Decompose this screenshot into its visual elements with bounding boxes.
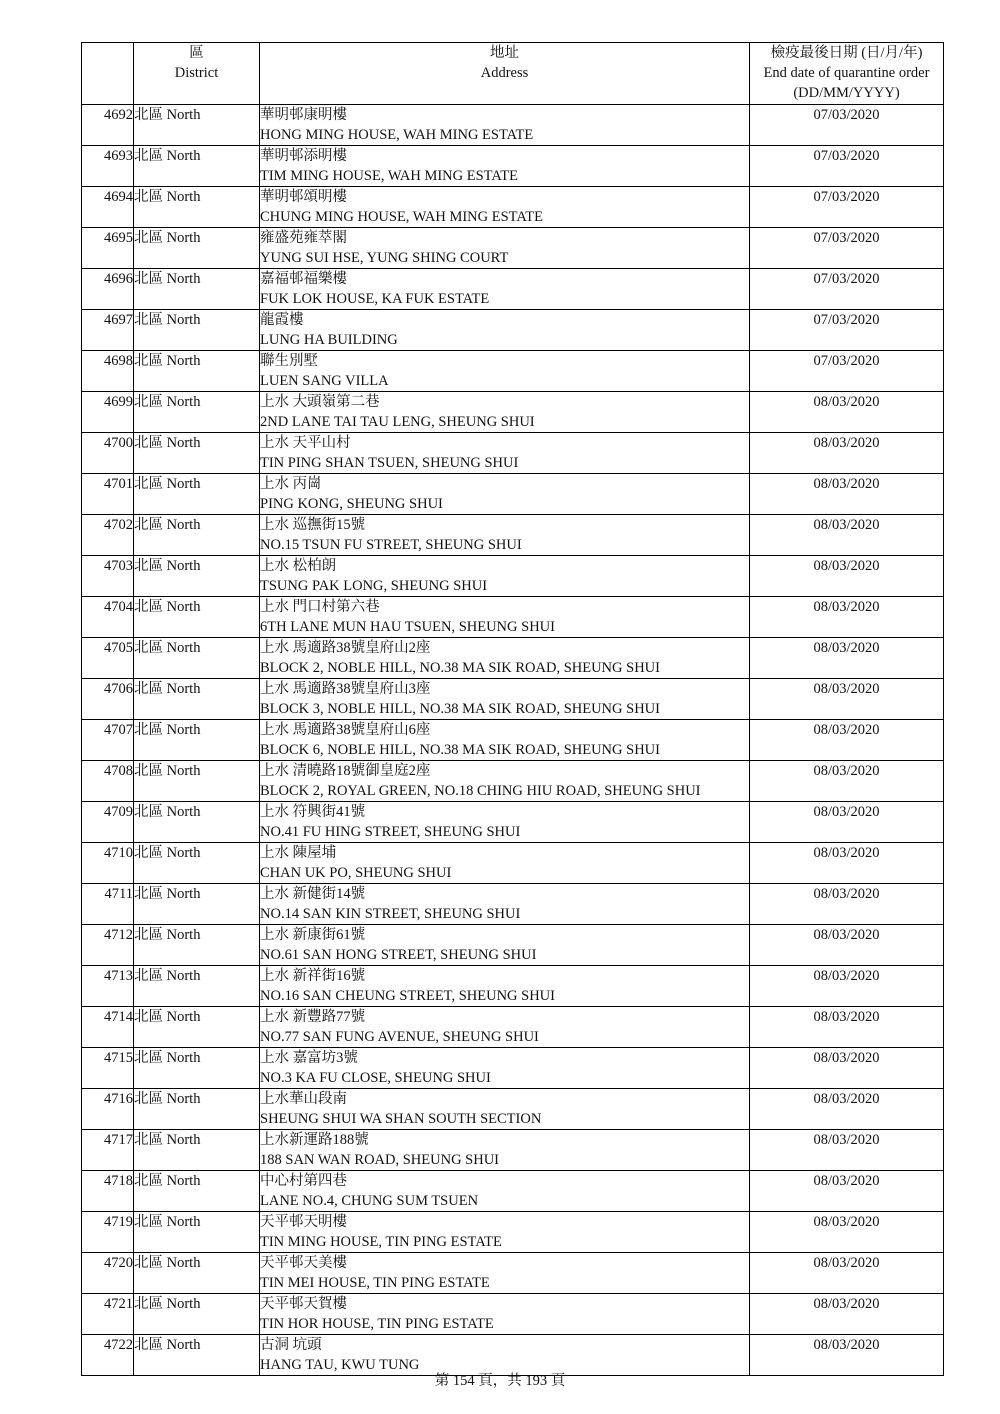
address-chinese: 上水 門口村第六巷	[260, 599, 380, 615]
header-district-zh: 區	[189, 45, 204, 61]
header-district-en: District	[174, 65, 219, 81]
row-end-date: 08/03/2020	[750, 1171, 944, 1212]
row-end-date: 08/03/2020	[750, 679, 944, 720]
address-chinese: 古洞 坑頭	[260, 1337, 322, 1353]
address-chinese: 華明邨康明樓	[260, 107, 347, 123]
row-address	[260, 761, 750, 802]
address-english: LUEN SANG VILLA	[260, 373, 389, 389]
header-address-en: Address	[480, 65, 529, 81]
address-english: NO.41 FU HING STREET, SHEUNG SHUI	[260, 824, 521, 840]
address-chinese: 天平邨天明樓	[260, 1214, 347, 1230]
address-chinese: 龍霞樓	[260, 312, 304, 328]
address-chinese: 上水 松柏朗	[260, 558, 337, 574]
table-row	[82, 1212, 944, 1253]
row-address	[260, 1130, 750, 1171]
row-district: 北區 North	[134, 1007, 260, 1048]
address-english: NO.61 SAN HONG STREET, SHEUNG SHUI	[260, 947, 537, 963]
address-english: LUNG HA BUILDING	[260, 332, 398, 348]
row-end-date: 08/03/2020	[750, 1335, 944, 1376]
table-row	[82, 1253, 944, 1294]
address-chinese: 華明邨添明樓	[260, 148, 347, 164]
row-district: 北區 North	[134, 1335, 260, 1376]
row-end-date: 07/03/2020	[750, 146, 944, 187]
row-address	[260, 1171, 750, 1212]
address-chinese: 上水 丙崗	[260, 476, 322, 492]
address-chinese: 上水 新祥街16號	[260, 968, 366, 984]
address-english: CHAN UK PO, SHEUNG SHUI	[260, 865, 452, 881]
row-end-date: 07/03/2020	[750, 105, 944, 146]
address-english: 6TH LANE MUN HAU TSUEN, SHEUNG SHUI	[260, 619, 555, 635]
row-number: 4721	[82, 1294, 134, 1335]
row-end-date: 08/03/2020	[750, 1048, 944, 1089]
page-footer: 第 154 頁，共 193 頁	[434, 1373, 566, 1389]
row-address	[260, 556, 750, 597]
address-english: FUK LOK HOUSE, KA FUK ESTATE	[260, 291, 490, 307]
row-district: 北區 North	[134, 884, 260, 925]
address-english: TIN MEI HOUSE, TIN PING ESTATE	[260, 1275, 490, 1291]
row-district: 北區 North	[134, 433, 260, 474]
row-district: 北區 North	[134, 228, 260, 269]
row-number: 4719	[82, 1212, 134, 1253]
address-english: BLOCK 6, NOBLE HILL, NO.38 MA SIK ROAD, SHEUNG SHUI	[260, 742, 660, 758]
row-number: 4697	[82, 310, 134, 351]
address-english: TSUNG PAK LONG, SHEUNG SHUI	[260, 578, 488, 594]
address-chinese: 華明邨頌明樓	[260, 189, 347, 205]
address-chinese: 天平邨天美樓	[260, 1255, 347, 1271]
row-address	[260, 269, 750, 310]
row-address	[260, 1294, 750, 1335]
row-district: 北區 North	[134, 1130, 260, 1171]
row-district: 北區 North	[134, 105, 260, 146]
row-district: 北區 North	[134, 392, 260, 433]
row-number: 4720	[82, 1253, 134, 1294]
table-row	[82, 187, 944, 228]
row-number: 4702	[82, 515, 134, 556]
row-district: 北區 North	[134, 720, 260, 761]
row-end-date: 08/03/2020	[750, 843, 944, 884]
table-row	[82, 720, 944, 761]
row-end-date: 08/03/2020	[750, 556, 944, 597]
row-district: 北區 North	[134, 679, 260, 720]
row-district: 北區 North	[134, 1048, 260, 1089]
address-chinese: 上水 巡撫街15號	[260, 517, 366, 533]
row-number: 4699	[82, 392, 134, 433]
row-end-date: 08/03/2020	[750, 597, 944, 638]
row-end-date: 07/03/2020	[750, 269, 944, 310]
row-district: 北區 North	[134, 761, 260, 802]
address-english: 188 SAN WAN ROAD, SHEUNG SHUI	[260, 1152, 499, 1168]
table-header	[82, 43, 944, 105]
address-chinese: 雍盛苑雍萃閣	[260, 230, 347, 246]
row-district: 北區 North	[134, 1089, 260, 1130]
row-number: 4700	[82, 433, 134, 474]
row-address	[260, 474, 750, 515]
address-english: BLOCK 3, NOBLE HILL, NO.38 MA SIK ROAD, SHEUNG SHUI	[260, 701, 660, 717]
row-address	[260, 1253, 750, 1294]
header-date-en: End date of quarantine order	[763, 65, 930, 81]
row-end-date: 07/03/2020	[750, 187, 944, 228]
row-end-date: 08/03/2020	[750, 761, 944, 802]
table-row	[82, 843, 944, 884]
row-address	[260, 802, 750, 843]
row-address	[260, 679, 750, 720]
row-end-date: 07/03/2020	[750, 310, 944, 351]
row-district: 北區 North	[134, 1171, 260, 1212]
row-number: 4708	[82, 761, 134, 802]
table-row	[82, 1048, 944, 1089]
address-english: YUNG SUI HSE, YUNG SHING COURT	[260, 250, 509, 266]
row-end-date: 08/03/2020	[750, 1089, 944, 1130]
row-address	[260, 1048, 750, 1089]
row-number: 4705	[82, 638, 134, 679]
row-end-date: 08/03/2020	[750, 392, 944, 433]
header-address-zh: 地址	[490, 45, 519, 61]
table-row	[82, 1007, 944, 1048]
address-chinese: 上水華山段南	[260, 1091, 347, 1107]
row-address	[260, 966, 750, 1007]
row-address	[260, 105, 750, 146]
table-row	[82, 597, 944, 638]
table-row	[82, 966, 944, 1007]
row-end-date: 08/03/2020	[750, 1253, 944, 1294]
row-address	[260, 843, 750, 884]
row-district: 北區 North	[134, 925, 260, 966]
table-row	[82, 228, 944, 269]
address-english: TIN MING HOUSE, TIN PING ESTATE	[260, 1234, 502, 1250]
row-number: 4709	[82, 802, 134, 843]
table-row	[82, 105, 944, 146]
row-district: 北區 North	[134, 269, 260, 310]
row-address	[260, 1089, 750, 1130]
table-row	[82, 433, 944, 474]
address-english: NO.77 SAN FUNG AVENUE, SHEUNG SHUI	[260, 1029, 539, 1045]
header-address	[260, 43, 750, 105]
row-number: 4714	[82, 1007, 134, 1048]
row-address	[260, 515, 750, 556]
row-address	[260, 310, 750, 351]
address-chinese: 上水新運路188號	[260, 1132, 369, 1148]
address-english: NO.14 SAN KIN STREET, SHEUNG SHUI	[260, 906, 521, 922]
address-chinese: 嘉福邨福樂樓	[260, 271, 347, 287]
row-address	[260, 392, 750, 433]
row-end-date: 08/03/2020	[750, 802, 944, 843]
row-address	[260, 597, 750, 638]
table-row	[82, 1171, 944, 1212]
table-row	[82, 146, 944, 187]
address-english: BLOCK 2, ROYAL GREEN, NO.18 CHING HIU ROAD, SHEUNG SHUI	[260, 783, 701, 799]
row-number: 4703	[82, 556, 134, 597]
row-district: 北區 North	[134, 1294, 260, 1335]
row-end-date: 08/03/2020	[750, 925, 944, 966]
row-number: 4707	[82, 720, 134, 761]
table-row	[82, 310, 944, 351]
row-district: 北區 North	[134, 351, 260, 392]
row-address	[260, 228, 750, 269]
address-chinese: 上水 符興街41號	[260, 804, 366, 820]
row-district: 北區 North	[134, 474, 260, 515]
header-date-format: (DD/MM/YYYY)	[793, 85, 900, 101]
row-end-date: 08/03/2020	[750, 638, 944, 679]
table-row	[82, 1130, 944, 1171]
row-district: 北區 North	[134, 515, 260, 556]
row-address	[260, 433, 750, 474]
address-english: NO.16 SAN CHEUNG STREET, SHEUNG SHUI	[260, 988, 555, 1004]
row-district: 北區 North	[134, 187, 260, 228]
row-number: 4711	[82, 884, 134, 925]
address-chinese: 聯生別墅	[260, 353, 318, 369]
row-address	[260, 720, 750, 761]
header-row	[82, 43, 944, 105]
address-english: CHUNG MING HOUSE, WAH MING ESTATE	[260, 209, 543, 225]
address-chinese: 上水 天平山村	[260, 435, 351, 451]
address-chinese: 上水 馬適路38號皇府山6座	[260, 722, 431, 738]
row-district: 北區 North	[134, 1212, 260, 1253]
row-number: 4712	[82, 925, 134, 966]
row-address	[260, 146, 750, 187]
address-english: NO.15 TSUN FU STREET, SHEUNG SHUI	[260, 537, 522, 553]
table-row	[82, 556, 944, 597]
table-row	[82, 474, 944, 515]
address-english: PING KONG, SHEUNG SHUI	[260, 496, 443, 512]
row-address	[260, 884, 750, 925]
address-chinese: 上水 馬適路38號皇府山3座	[260, 681, 431, 697]
row-district: 北區 North	[134, 802, 260, 843]
address-english: LANE NO.4, CHUNG SUM TSUEN	[260, 1193, 479, 1209]
row-end-date: 08/03/2020	[750, 720, 944, 761]
row-district: 北區 North	[134, 966, 260, 1007]
address-chinese: 上水 馬適路38號皇府山2座	[260, 640, 431, 656]
row-number: 4710	[82, 843, 134, 884]
row-district: 北區 North	[134, 597, 260, 638]
row-end-date: 08/03/2020	[750, 1130, 944, 1171]
address-english: HONG MING HOUSE, WAH MING ESTATE	[260, 127, 534, 143]
table-row	[82, 802, 944, 843]
address-chinese: 上水 新康街61號	[260, 927, 366, 943]
row-number: 4722	[82, 1335, 134, 1376]
row-district: 北區 North	[134, 310, 260, 351]
row-number: 4716	[82, 1089, 134, 1130]
address-english: BLOCK 2, NOBLE HILL, NO.38 MA SIK ROAD, SHEUNG SHUI	[260, 660, 660, 676]
row-end-date: 08/03/2020	[750, 1007, 944, 1048]
address-chinese: 上水 新豐路77號	[260, 1009, 366, 1025]
table-row	[82, 269, 944, 310]
table-row	[82, 351, 944, 392]
table-row	[82, 761, 944, 802]
address-english: HANG TAU, KWU TUNG	[260, 1357, 420, 1373]
address-chinese: 上水 嘉富坊3號	[260, 1050, 358, 1066]
row-district: 北區 North	[134, 1253, 260, 1294]
address-english: TIN PING SHAN TSUEN, SHEUNG SHUI	[260, 455, 519, 471]
address-chinese: 上水 新健街14號	[260, 886, 366, 902]
row-district: 北區 North	[134, 638, 260, 679]
row-district: 北區 North	[134, 146, 260, 187]
header-district	[134, 43, 260, 105]
row-address	[260, 925, 750, 966]
row-address	[260, 638, 750, 679]
row-number: 4713	[82, 966, 134, 1007]
row-address	[260, 351, 750, 392]
row-number: 4715	[82, 1048, 134, 1089]
row-number: 4706	[82, 679, 134, 720]
row-end-date: 08/03/2020	[750, 1212, 944, 1253]
table-row	[82, 392, 944, 433]
header-end-date	[750, 43, 944, 105]
row-district: 北區 North	[134, 556, 260, 597]
row-number: 4694	[82, 187, 134, 228]
row-number: 4695	[82, 228, 134, 269]
row-number: 4704	[82, 597, 134, 638]
row-end-date: 07/03/2020	[750, 351, 944, 392]
row-number: 4698	[82, 351, 134, 392]
row-number: 4692	[82, 105, 134, 146]
address-chinese: 上水 陳屋埔	[260, 845, 337, 861]
address-english: TIM MING HOUSE, WAH MING ESTATE	[260, 168, 518, 184]
table-row	[82, 1089, 944, 1130]
address-english: 2ND LANE TAI TAU LENG, SHEUNG SHUI	[260, 414, 535, 430]
table-body	[82, 105, 944, 1376]
quarantine-table	[81, 42, 944, 1376]
row-number: 4717	[82, 1130, 134, 1171]
address-chinese: 上水 大頭嶺第二巷	[260, 394, 380, 410]
row-number: 4693	[82, 146, 134, 187]
table-row	[82, 884, 944, 925]
table-row	[82, 638, 944, 679]
header-date-zh: 檢疫最後日期 (日/月/年)	[770, 45, 923, 61]
row-number: 4701	[82, 474, 134, 515]
table-row	[82, 679, 944, 720]
row-address	[260, 1007, 750, 1048]
row-district: 北區 North	[134, 843, 260, 884]
table-row	[82, 1294, 944, 1335]
row-end-date: 08/03/2020	[750, 884, 944, 925]
row-address	[260, 1212, 750, 1253]
row-end-date: 08/03/2020	[750, 966, 944, 1007]
row-end-date: 08/03/2020	[750, 433, 944, 474]
row-address	[260, 187, 750, 228]
row-number: 4696	[82, 269, 134, 310]
row-end-date: 07/03/2020	[750, 228, 944, 269]
row-number: 4718	[82, 1171, 134, 1212]
row-end-date: 08/03/2020	[750, 474, 944, 515]
address-english: NO.3 KA FU CLOSE, SHEUNG SHUI	[260, 1070, 491, 1086]
row-end-date: 08/03/2020	[750, 1294, 944, 1335]
table-row	[82, 515, 944, 556]
row-end-date: 08/03/2020	[750, 515, 944, 556]
address-english: SHEUNG SHUI WA SHAN SOUTH SECTION	[260, 1111, 542, 1127]
header-number	[82, 43, 134, 105]
address-chinese: 上水 清曉路18號御皇庭2座	[260, 763, 431, 779]
table-row	[82, 925, 944, 966]
address-chinese: 中心村第四巷	[260, 1173, 347, 1189]
address-english: TIN HOR HOUSE, TIN PING ESTATE	[260, 1316, 494, 1332]
address-chinese: 天平邨天賀樓	[260, 1296, 347, 1312]
